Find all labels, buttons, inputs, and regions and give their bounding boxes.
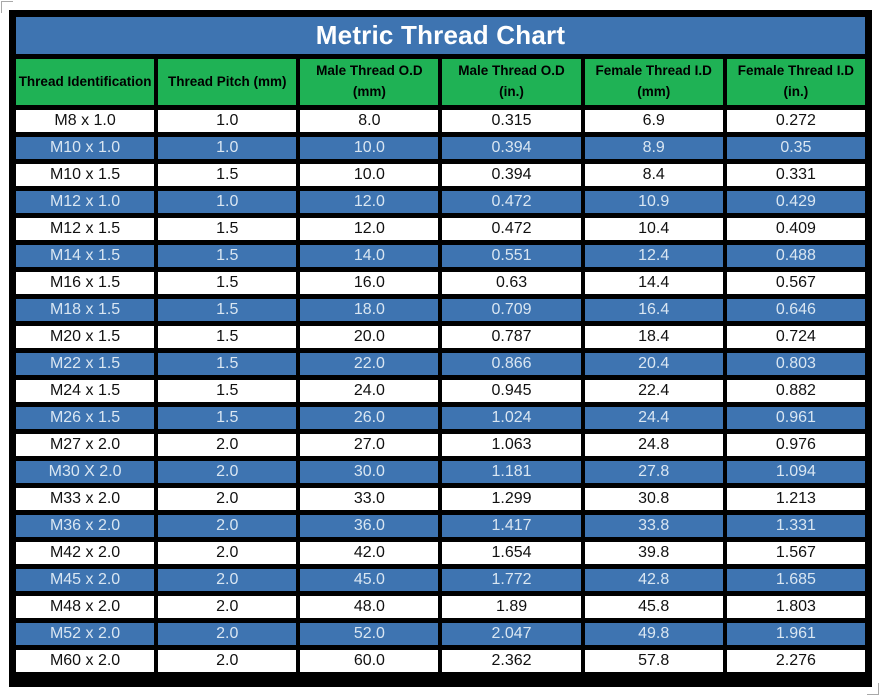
table-cell: 1.5: [158, 299, 296, 321]
table-cell: 1.685: [727, 569, 865, 591]
table-row: [16, 542, 865, 564]
table-cell: 33.8: [585, 515, 723, 537]
table-row: [16, 353, 865, 375]
table-body: [16, 110, 865, 672]
table-cell: 24.0: [300, 380, 438, 402]
table-header-row: [16, 59, 865, 105]
table-row: [16, 245, 865, 267]
table-cell: 1.5: [158, 380, 296, 402]
table-cell: M10 x 1.5: [16, 164, 154, 186]
table-cell: M20 x 1.5: [16, 326, 154, 348]
table-cell: 1.5: [158, 245, 296, 267]
table-row: [16, 650, 865, 672]
table-cell: 1.024: [442, 407, 580, 429]
table-cell: M52 x 2.0: [16, 623, 154, 645]
table-row: [16, 461, 865, 483]
table-cell: 1.417: [442, 515, 580, 537]
column-header: Thread Identification: [16, 59, 154, 105]
table-cell: 49.8: [585, 623, 723, 645]
table-cell: 42.8: [585, 569, 723, 591]
table-row: [16, 407, 865, 429]
table-cell: M8 x 1.0: [16, 110, 154, 132]
table-cell: 10.9: [585, 191, 723, 213]
column-header: Thread Pitch (mm): [158, 59, 296, 105]
table-cell: 0.488: [727, 245, 865, 267]
table-cell: M33 x 2.0: [16, 488, 154, 510]
column-header: Male Thread O.D (in.): [442, 59, 580, 105]
table-cell: 2.0: [158, 488, 296, 510]
table-cell: 39.8: [585, 542, 723, 564]
table-header: [16, 59, 865, 105]
table-cell: 30.0: [300, 461, 438, 483]
table-cell: 1.5: [158, 353, 296, 375]
table-cell: 2.0: [158, 461, 296, 483]
table-cell: 0.866: [442, 353, 580, 375]
table-cell: 0.551: [442, 245, 580, 267]
table-cell: 1.5: [158, 218, 296, 240]
table-cell: 1.772: [442, 569, 580, 591]
table-cell: 0.429: [727, 191, 865, 213]
table-row: [16, 623, 865, 645]
table-cell: 2.0: [158, 623, 296, 645]
table-cell: 27.0: [300, 434, 438, 456]
table-cell: 22.0: [300, 353, 438, 375]
table-cell: 0.331: [727, 164, 865, 186]
table-cell: 1.063: [442, 434, 580, 456]
table-cell: 1.0: [158, 137, 296, 159]
table-cell: 48.0: [300, 596, 438, 618]
table-cell: 16.0: [300, 272, 438, 294]
table-cell: 0.882: [727, 380, 865, 402]
table-cell: 0.63: [442, 272, 580, 294]
table-cell: 8.4: [585, 164, 723, 186]
table-cell: 45.8: [585, 596, 723, 618]
table-cell: 18.0: [300, 299, 438, 321]
table-cell: 2.0: [158, 596, 296, 618]
table-cell: 36.0: [300, 515, 438, 537]
table-cell: 20.0: [300, 326, 438, 348]
table-frame: [9, 10, 872, 687]
table-cell: M26 x 1.5: [16, 407, 154, 429]
table-cell: 0.976: [727, 434, 865, 456]
table-row: [16, 272, 865, 294]
table-cell: 8.9: [585, 137, 723, 159]
column-header: Female Thread I.D (mm): [585, 59, 723, 105]
table-cell: 27.8: [585, 461, 723, 483]
table-cell: M18 x 1.5: [16, 299, 154, 321]
table-cell: 26.0: [300, 407, 438, 429]
table-cell: 8.0: [300, 110, 438, 132]
table-cell: M60 x 2.0: [16, 650, 154, 672]
table-cell: 1.803: [727, 596, 865, 618]
table-cell: M16 x 1.5: [16, 272, 154, 294]
table-cell: 1.094: [727, 461, 865, 483]
table-cell: 1.89: [442, 596, 580, 618]
metric-thread-table: [12, 54, 869, 677]
table-cell: 1.331: [727, 515, 865, 537]
table-cell: 1.654: [442, 542, 580, 564]
table-cell: M14 x 1.5: [16, 245, 154, 267]
table-cell: 2.0: [158, 569, 296, 591]
table-cell: 45.0: [300, 569, 438, 591]
table-cell: 10.4: [585, 218, 723, 240]
table-row: [16, 164, 865, 186]
table-cell: 1.5: [158, 164, 296, 186]
table-row: [16, 596, 865, 618]
table-row: [16, 434, 865, 456]
table-cell: 12.0: [300, 218, 438, 240]
table-cell: 0.409: [727, 218, 865, 240]
table-cell: 1.181: [442, 461, 580, 483]
column-header: Female Thread I.D (in.): [727, 59, 865, 105]
table-cell: 12.0: [300, 191, 438, 213]
table-cell: 2.0: [158, 434, 296, 456]
table-cell: 24.8: [585, 434, 723, 456]
table-cell: M10 x 1.0: [16, 137, 154, 159]
table-cell: 0.787: [442, 326, 580, 348]
table-cell: M30 X 2.0: [16, 461, 154, 483]
table-cell: 1.0: [158, 191, 296, 213]
table-cell: 1.213: [727, 488, 865, 510]
table-cell: 0.961: [727, 407, 865, 429]
table-cell: 0.945: [442, 380, 580, 402]
table-cell: 24.4: [585, 407, 723, 429]
table-cell: 57.8: [585, 650, 723, 672]
table-cell: 30.8: [585, 488, 723, 510]
table-cell: 0.394: [442, 164, 580, 186]
table-row: [16, 488, 865, 510]
table-cell: 33.0: [300, 488, 438, 510]
table-row: [16, 326, 865, 348]
table-cell: 1.299: [442, 488, 580, 510]
table-cell: 0.472: [442, 191, 580, 213]
table-cell: 2.362: [442, 650, 580, 672]
table-row: [16, 515, 865, 537]
table-row: [16, 110, 865, 132]
table-cell: M48 x 2.0: [16, 596, 154, 618]
table-cell: 10.0: [300, 164, 438, 186]
table-cell: 18.4: [585, 326, 723, 348]
table-cell: 1.5: [158, 272, 296, 294]
table-cell: 2.047: [442, 623, 580, 645]
table-cell: 20.4: [585, 353, 723, 375]
table-row: [16, 299, 865, 321]
table-cell: 0.394: [442, 137, 580, 159]
column-header: Male Thread O.D (mm): [300, 59, 438, 105]
table-cell: M22 x 1.5: [16, 353, 154, 375]
table-cell: 0.315: [442, 110, 580, 132]
table-cell: 10.0: [300, 137, 438, 159]
table-cell: 0.646: [727, 299, 865, 321]
table-cell: 0.803: [727, 353, 865, 375]
table-row: [16, 380, 865, 402]
table-cell: 1.5: [158, 326, 296, 348]
table-cell: 1.0: [158, 110, 296, 132]
table-cell: 14.0: [300, 245, 438, 267]
table-cell: 0.272: [727, 110, 865, 132]
table-row: [16, 569, 865, 591]
table-cell: 0.35: [727, 137, 865, 159]
table-cell: 0.709: [442, 299, 580, 321]
table-cell: 0.567: [727, 272, 865, 294]
table-cell: 14.4: [585, 272, 723, 294]
table-cell: 16.4: [585, 299, 723, 321]
table-cell: 2.276: [727, 650, 865, 672]
table-cell: 2.0: [158, 542, 296, 564]
table-cell: 2.0: [158, 515, 296, 537]
table-cell: 1.567: [727, 542, 865, 564]
table-cell: 1.961: [727, 623, 865, 645]
table-cell: 22.4: [585, 380, 723, 402]
table-cell: M12 x 1.5: [16, 218, 154, 240]
screenshot-corner-artifact-top-left: [1, 1, 13, 13]
table-cell: 2.0: [158, 650, 296, 672]
screenshot-corner-artifact-bottom-right: [867, 683, 879, 695]
table-cell: 0.724: [727, 326, 865, 348]
table-row: [16, 191, 865, 213]
table-cell: 1.5: [158, 407, 296, 429]
table-cell: M36 x 2.0: [16, 515, 154, 537]
table-cell: M42 x 2.0: [16, 542, 154, 564]
table-cell: 0.472: [442, 218, 580, 240]
table-row: [16, 137, 865, 159]
table-row: [16, 218, 865, 240]
table-cell: 60.0: [300, 650, 438, 672]
table-cell: M12 x 1.0: [16, 191, 154, 213]
table-cell: M24 x 1.5: [16, 380, 154, 402]
table-cell: 6.9: [585, 110, 723, 132]
table-cell: 12.4: [585, 245, 723, 267]
table-cell: M45 x 2.0: [16, 569, 154, 591]
table-cell: M27 x 2.0: [16, 434, 154, 456]
chart-title: Metric Thread Chart: [16, 17, 865, 54]
table-cell: 52.0: [300, 623, 438, 645]
table-cell: 42.0: [300, 542, 438, 564]
